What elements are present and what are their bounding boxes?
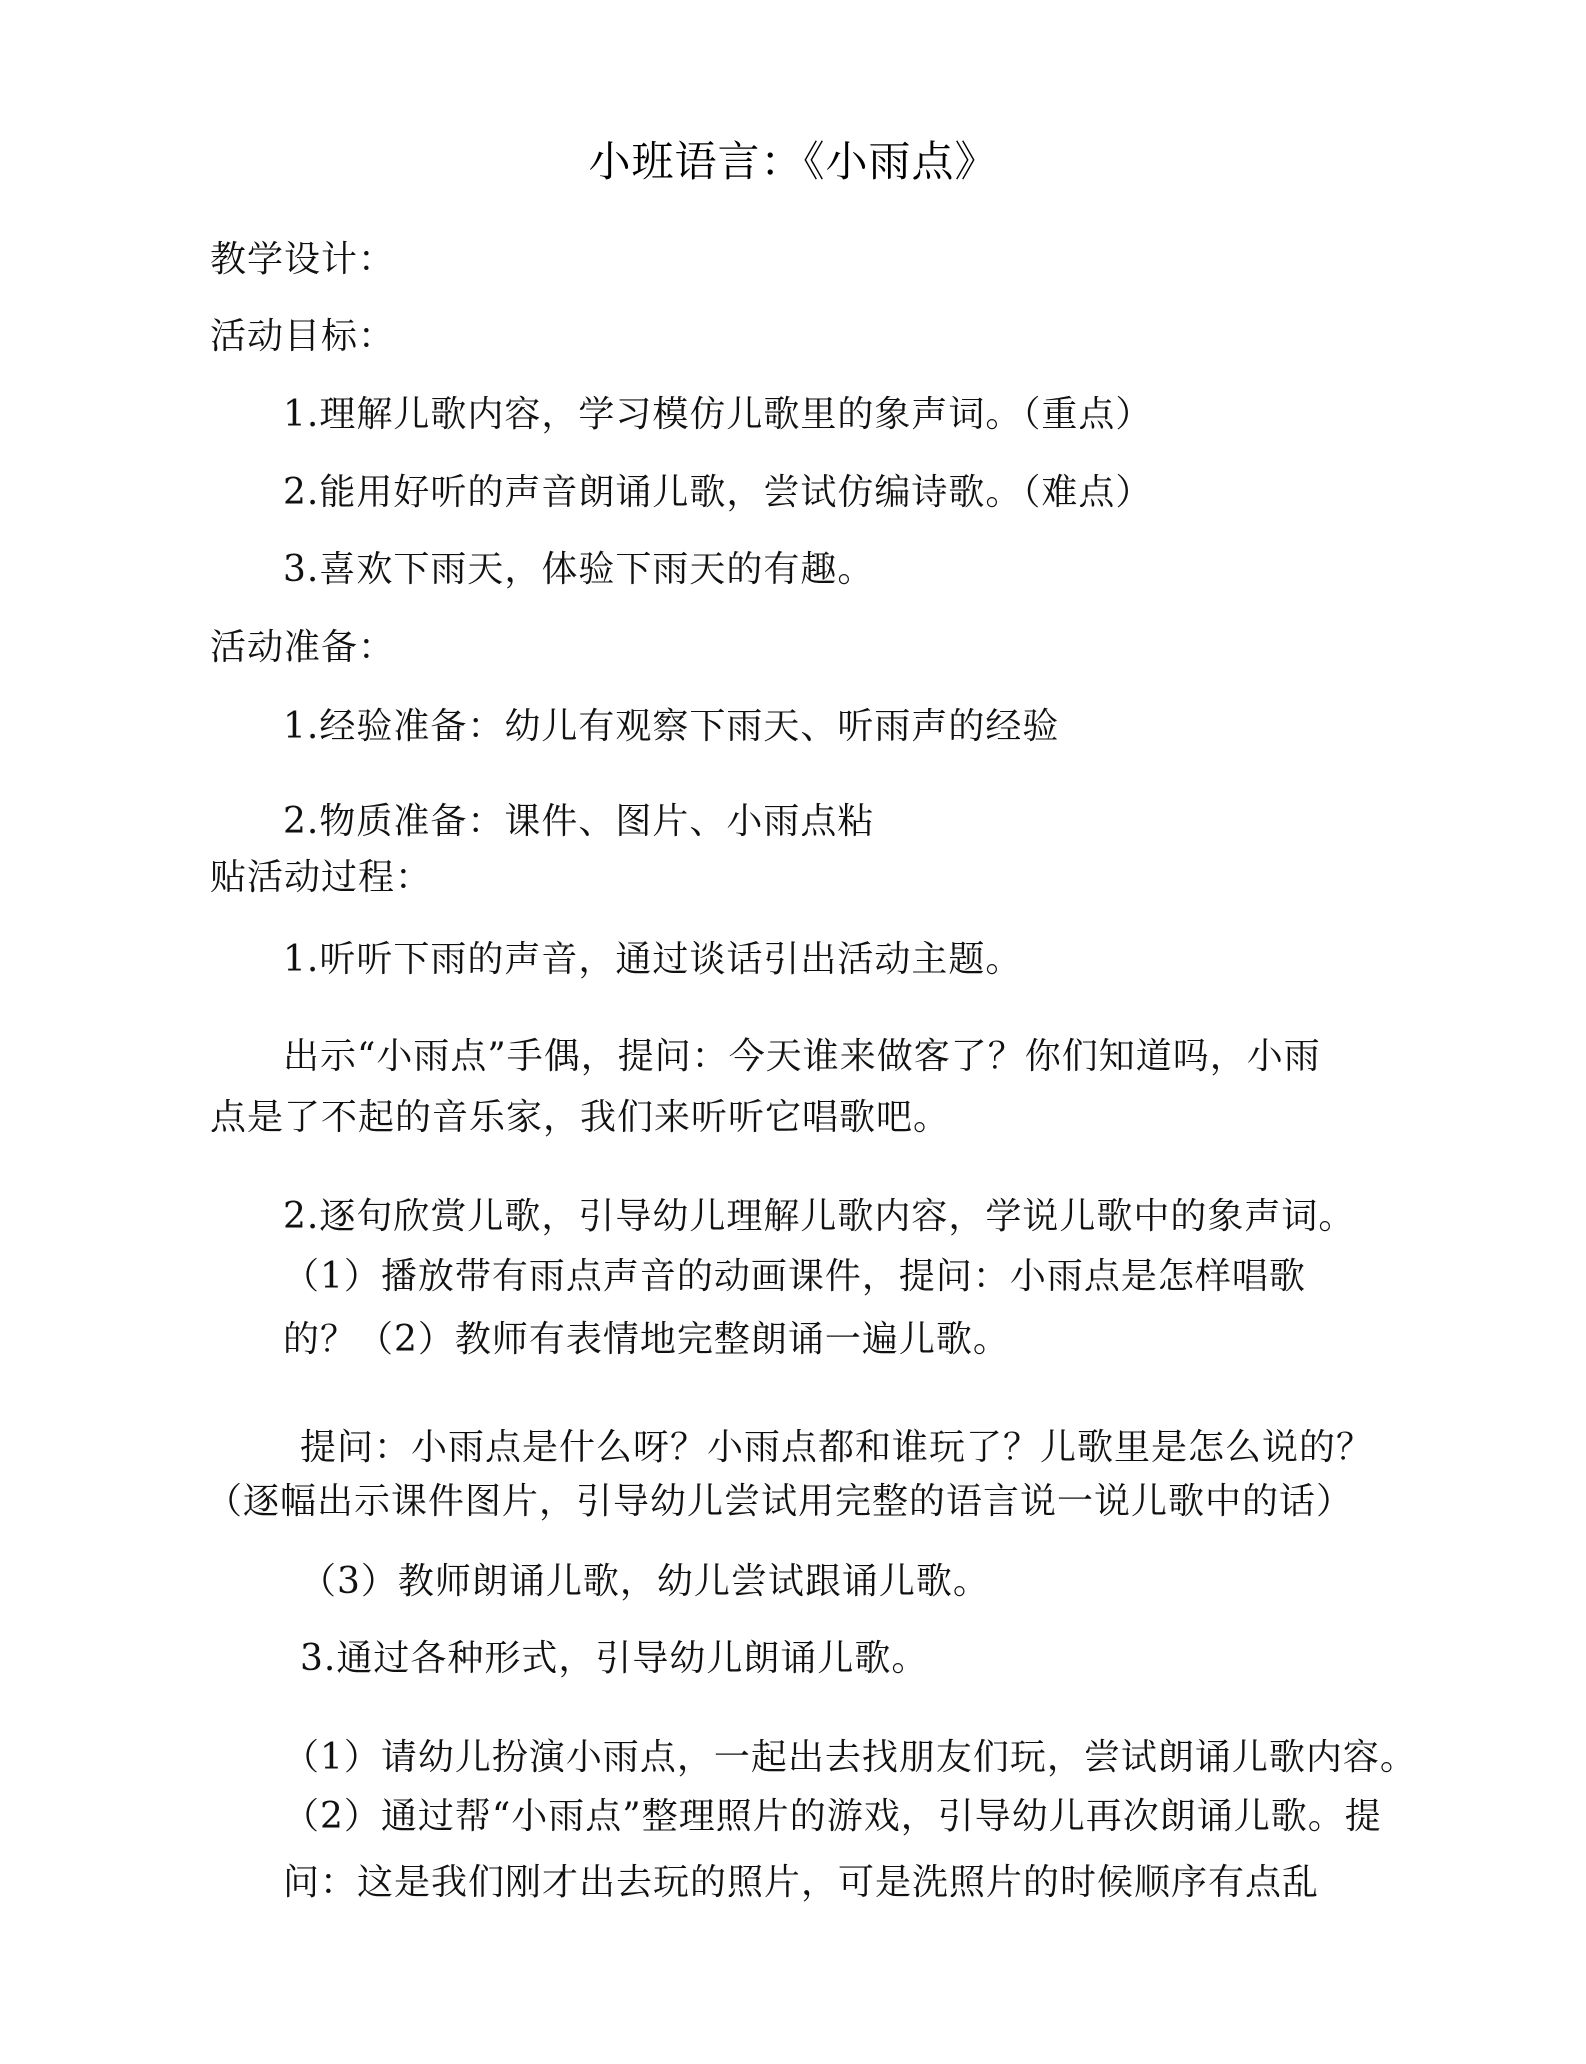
- process-line-11: （1）请幼儿扮演小雨点，一起出去找朋友们玩，尝试朗诵儿歌内容。: [283, 1737, 1417, 1778]
- preparation-item-2: 2.物质准备：课件、图片、小雨点粘: [283, 801, 875, 842]
- goal-item-3: 3.喜欢下雨天，体验下雨天的有趣。: [283, 549, 875, 590]
- goal-item-1: 1.理解儿歌内容，学习模仿儿歌里的象声词。（重点）: [283, 394, 1153, 435]
- section-heading-goals: 活动目标：: [210, 316, 396, 357]
- document-title: 小班语言：《小雨点》: [588, 137, 998, 186]
- process-line-2: 出示“小雨点”手偶，提问：今天谁来做客了？你们知道吗，小雨: [283, 1036, 1321, 1077]
- process-line-7: 提问：小雨点是什么呀？小雨点都和谁玩了？儿歌里是怎么说的？: [300, 1427, 1374, 1468]
- process-line-12: （2）通过帮“小雨点”整理照片的游戏，引导幼儿再次朗诵儿歌。提: [283, 1796, 1382, 1837]
- section-heading-preparation: 活动准备：: [210, 627, 396, 668]
- goal-item-2: 2.能用好听的声音朗诵儿歌，尝试仿编诗歌。（难点）: [283, 472, 1153, 513]
- process-line-8: （逐幅出示课件图片，引导幼儿尝试用完整的语言说一说儿歌中的话）: [206, 1481, 1354, 1522]
- process-line-4: 2.逐句欣赏儿歌，引导幼儿理解儿歌内容，学说儿歌中的象声词。: [283, 1196, 1356, 1237]
- process-line-9: （3）教师朗诵儿歌，幼儿尝试跟诵儿歌。: [300, 1561, 990, 1602]
- process-line-1: 1.听听下雨的声音，通过谈话引出活动主题。: [283, 939, 1023, 980]
- process-line-10: 3.通过各种形式，引导幼儿朗诵儿歌。: [300, 1638, 929, 1679]
- section-heading-process: 贴活动过程：: [210, 857, 433, 898]
- section-heading-design: 教学设计：: [210, 239, 396, 280]
- process-line-5: （1）播放带有雨点声音的动画课件，提问：小雨点是怎样唱歌: [283, 1256, 1306, 1297]
- preparation-item-1: 1.经验准备：幼儿有观察下雨天、听雨声的经验: [283, 706, 1060, 747]
- process-line-6: 的？（2）教师有表情地完整朗诵一遍儿歌。: [283, 1319, 1010, 1360]
- process-line-3: 点是了不起的音乐家，我们来听听它唱歌吧。: [210, 1097, 951, 1138]
- process-line-13: 问：这是我们刚才出去玩的照片，可是洗照片的时候顺序有点乱: [283, 1862, 1320, 1903]
